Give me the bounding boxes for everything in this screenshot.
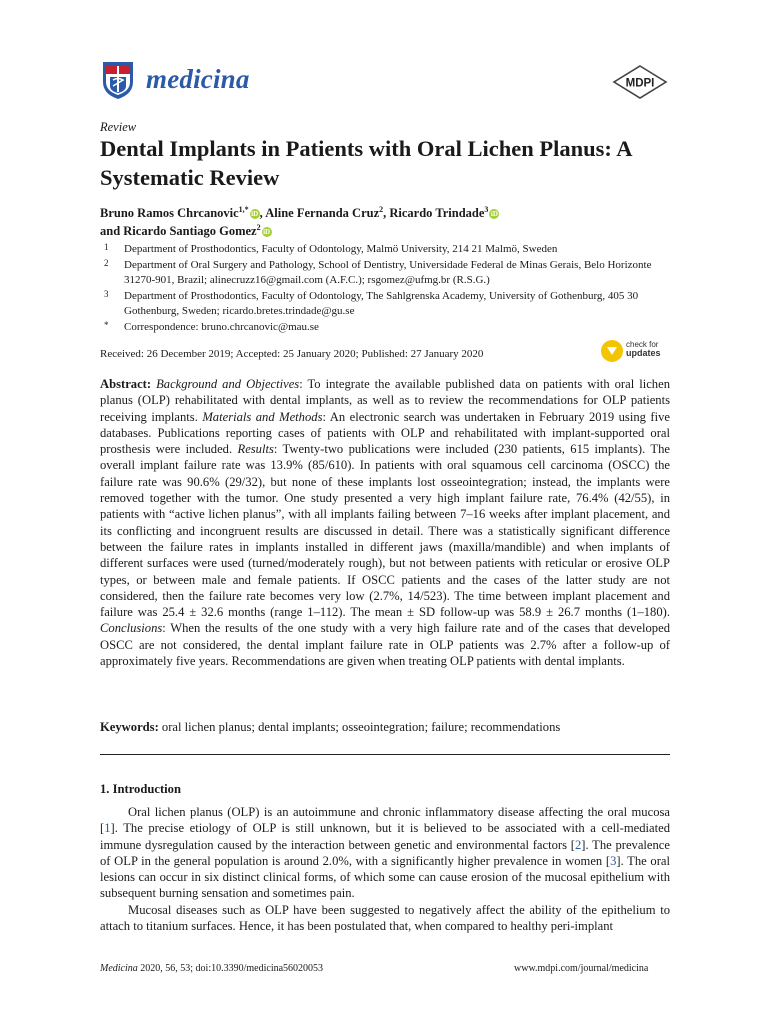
author-list	[100, 204, 680, 240]
abstract	[100, 376, 670, 669]
abstract-conclusions-text: : When the results of the one study with a very high failure rate and of the cases that developed OSCC are not considered, the dental implant failure rate in OLP patients was 2.7% after a follow-up of approximately five years. Recommendations are given when treating OLP patients with dental implants.	[100, 621, 670, 669]
author-affiliation-marker: 2	[379, 204, 384, 214]
affiliation-marker: 1	[104, 242, 109, 252]
author-conjunction: and	[100, 224, 124, 238]
abstract-methods-label: Materials and Methods	[202, 409, 323, 424]
affiliation-text: Department of Oral Surgery and Pathology, School of Dentistry, Universidade Federal de Minas Gerais, Belo Horizonte 31270-901, Brazil; alinecruzz16@gmail.com (A.F.C.); rsgomez@ufmg.br (R.S.G.)	[124, 258, 652, 287]
citation-link[interactable]: 1	[104, 821, 111, 836]
author-separator: ,	[383, 206, 390, 220]
author-name: Ricardo Santiago Gomez	[123, 224, 257, 238]
paragraph-text: Oral lichen planus (OLP) is an autoimmune and chronic inflammatory disease affecting the oral mucosa [	[100, 805, 670, 836]
affiliation-text: Department of Prosthodontics, Faculty of Odontology, The Sahlgrenska Academy, University of Gothenburg, 405 30 Gothenburg, Sweden; ricardo.bretes.trindade@gu.se	[124, 289, 639, 318]
mdpi-logo-icon	[612, 65, 668, 99]
paragraph-text: ]. The precise etiology of OLP is still unknown, but it is believed to be associated with a cell-mediated immune dysregulation caused by the interaction between genetic and environmental factors [	[100, 821, 670, 852]
abstract-conclusions-label: Conclusions	[100, 621, 163, 636]
citation-link[interactable]: 2	[574, 837, 582, 852]
abstract-background-text: : To integrate the available published data on patients with oral lichen planus (OLP) rehabilitated with dental implants, as well as to review the recommendations for OLP patients receiving implants.	[100, 377, 670, 424]
keywords	[100, 720, 670, 735]
author-name: Aline Fernanda Cruz	[265, 206, 380, 220]
paragraph-text: ]. The prevalence of OLP in the general population is around 2.0%, with a significantly higher prevalence in women [	[100, 837, 670, 868]
keywords-text: oral lichen planus; dental implants; osseointegration; failure; recommendations	[161, 720, 561, 734]
footer-journal: Medicina	[100, 963, 138, 974]
publication-dates: Received: 26 December 2019; Accepted: 25 January 2020; Published: 27 January 2020	[100, 348, 484, 360]
journal-name: medicina	[146, 64, 250, 94]
keywords-label: Keywords:	[100, 720, 159, 734]
footer-citation	[100, 963, 323, 974]
author-affiliation-marker: 3	[484, 204, 489, 214]
abstract-results-text: : Twenty-two publications were included (230 patients, 615 implants). The overall implant failure rate was 13.9% (85/610). In patients with oral squamous cell carcinoma (OSCC) the failure rate was 90.6% (29/32), but none of these implants lost osseointegration; instead, the implants were removed together with the tumor. One study presented a very high implant failure rate, 76.4% (42/55), in patients with “active lichen planus”, with all implants failing between 7–16 weeks after implant placement, and its conflicting and incongruent results are discussed in detail. There was a statistically significant difference between the failure rates in implants installed in different jaws (maxilla/mandible) and when implants of different surfaces were used (turned/moderately rough), but not between patients with reticular or erosive OLP types, or between male and female patients. If OSCC patients and the cases of the latter study are not considered, then the failure rate becomes very low (2.7%, 14/523). The time between implant placement and failure was 25.4 ± 32.6 months (range 1–112). The mean ± SD follow-up was 58.9 ± 26.7 months (1–180).	[100, 442, 670, 620]
section-divider	[100, 754, 670, 755]
author-name: Ricardo Trindade	[389, 206, 485, 220]
affiliation-text: Correspondence: bruno.chrcanovic@mau.se	[124, 320, 319, 333]
orcid-icon[interactable]: iD	[490, 210, 498, 218]
affiliation-item	[100, 258, 675, 289]
publisher-name: MDPI	[625, 77, 655, 90]
affiliation-item	[100, 289, 675, 320]
author-separator: ,	[259, 206, 266, 220]
paragraph: Mucosal diseases such as OLP have been suggested to negatively affect the ability of the epithelium to attach to titanium surfaces. Hence, it has been postulated that, when compared to healthy peri-implant	[100, 902, 670, 934]
citation-link[interactable]: 3	[610, 853, 617, 868]
affiliations	[100, 242, 675, 336]
paper-title: Dental Implants in Patients with Oral Lichen Planus: A Systematic Review	[100, 136, 632, 190]
abstract-results-label: Results	[237, 442, 274, 457]
abstract-background-label: Background and Objectives	[156, 377, 300, 391]
check-for-updates-button[interactable]	[601, 338, 673, 364]
author-name: Bruno Ramos Chrcanovic	[100, 206, 239, 220]
orcid-icon[interactable]: iD	[263, 228, 271, 236]
affiliation-marker: 3	[104, 288, 109, 299]
author-affiliation-marker: 1,*	[238, 204, 249, 214]
check-updates-line1: check for	[626, 340, 659, 349]
affiliation-item	[100, 320, 675, 336]
abstract-methods-text: : An electronic search was undertaken in February 2019 using five databases. Publications reporting cases of patients with OLP and rehabilitated with implant-supported oral prosthesis were included.	[100, 409, 670, 457]
footer-citation-text: 2020, 56, 53; doi:10.3390/medicina56020053	[137, 963, 324, 974]
abstract-label: Abstract:	[100, 377, 152, 391]
affiliation-item	[100, 242, 675, 258]
affiliation-marker: 2	[104, 257, 109, 268]
check-updates-line2: updates	[626, 348, 661, 358]
medicina-emblem-icon	[101, 60, 135, 100]
affiliation-marker: *	[104, 319, 109, 330]
paragraph-text: ]. The oral lesions can occur in six distinct clinical forms, of which some can cause erosion of the mucosal epithelium with subsequent burning sensation and sometimes pain.	[100, 853, 670, 901]
footer-url[interactable]: www.mdpi.com/journal/medicina	[514, 963, 649, 974]
check-for-updates-icon	[601, 340, 623, 362]
introduction-body	[100, 804, 670, 934]
section-heading: 1. Introduction	[100, 782, 181, 796]
check-for-updates-label	[626, 340, 661, 358]
article-type: Review	[100, 120, 137, 134]
paragraph	[100, 804, 670, 902]
affiliation-text: Department of Prosthodontics, Faculty of Odontology, Malmö University, 214 21 Malmö, Sweden	[124, 243, 558, 255]
author-affiliation-marker: 2	[256, 222, 261, 232]
orcid-icon[interactable]: iD	[251, 210, 259, 218]
